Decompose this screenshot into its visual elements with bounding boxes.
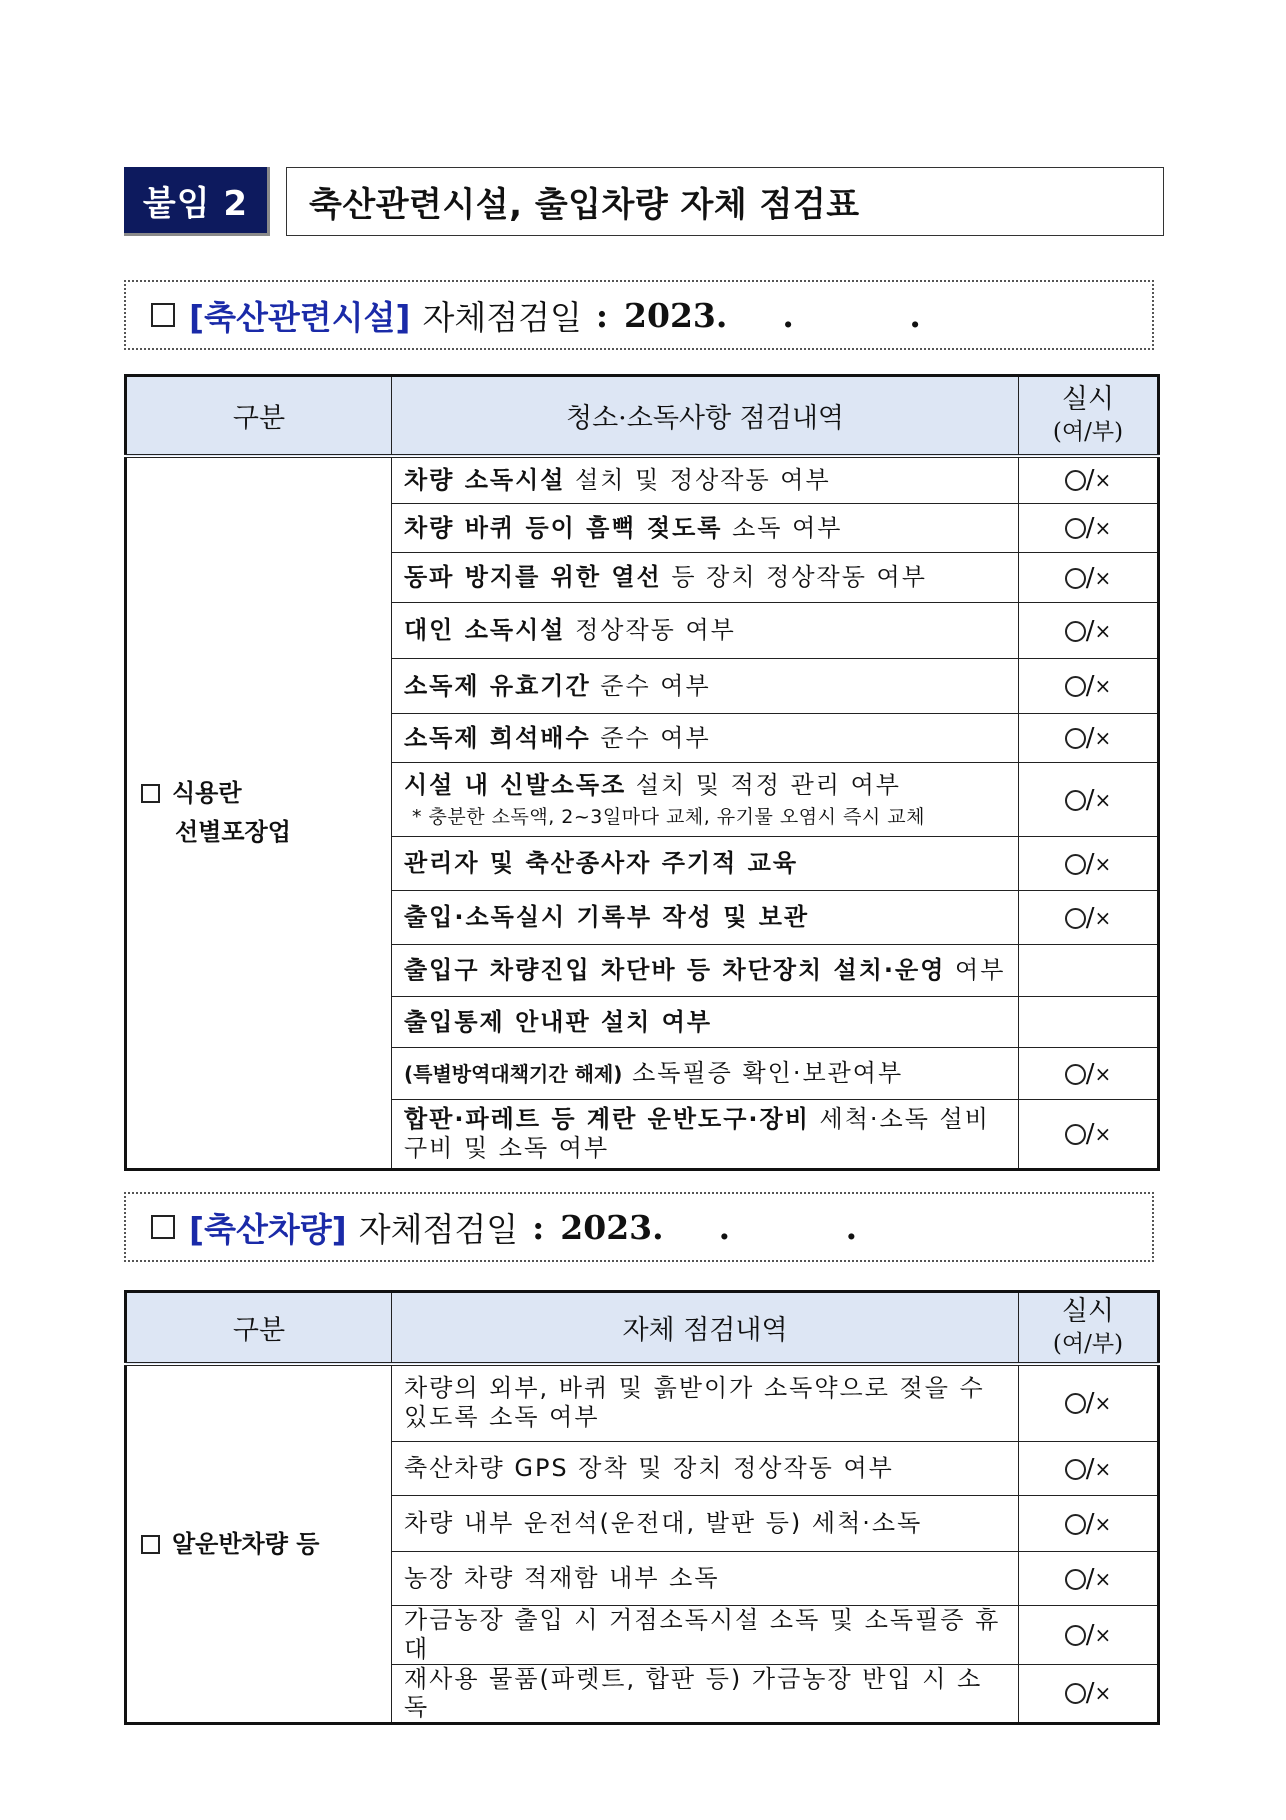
slash-mark: / — [1085, 513, 1095, 543]
section1-title: [축산관련시설] — [189, 297, 411, 337]
slash-mark: / — [1085, 671, 1095, 701]
x-mark: × — [1094, 565, 1112, 590]
exec-mark-cell — [1019, 1606, 1159, 1665]
item-rest-text: 등 장치 정상작동 여부 — [661, 563, 927, 592]
item-bold-text: 차량 바퀴 등이 흠뻑 젖도록 — [404, 513, 723, 542]
item-rest-text: 설치 및 적정 관리 여부 — [626, 770, 901, 799]
slash-mark: / — [1085, 784, 1095, 815]
item-bold-text: 합판·파레트 등 계란 운반도구·장비 — [404, 1105, 810, 1134]
x-mark: × — [1094, 468, 1112, 493]
item-bold-text: 출입통제 안내판 설치 여부 — [404, 1007, 713, 1036]
circle-mark-icon — [1065, 568, 1086, 589]
item-rest-text: 여부 — [945, 956, 1006, 985]
col-exec-top: 실시 — [1061, 1296, 1115, 1328]
exec-mark-cell — [1019, 1100, 1159, 1170]
x-mark: × — [1094, 905, 1112, 930]
col-exec-top: 실시 — [1061, 384, 1115, 416]
checklist-item — [392, 945, 1019, 997]
item-text: 가금농장 출입 시 거점소독시설 소독 및 소독필증 휴대 — [404, 1606, 1001, 1663]
x-mark: × — [1094, 1622, 1112, 1647]
checkbox-square-icon — [151, 1215, 175, 1239]
circle-mark-icon — [1065, 470, 1086, 491]
section2-heading — [124, 1192, 1154, 1262]
exec-mark-cell — [1019, 603, 1159, 659]
x-mark: × — [1094, 851, 1112, 876]
item-text: 차량 내부 운전석(운전대, 발판 등) 세척·소독 — [404, 1509, 923, 1538]
exec-mark-cell — [1019, 456, 1159, 504]
section2-date-dots: . . — [718, 1207, 910, 1247]
category-cell — [126, 456, 392, 1170]
slash-mark: / — [1085, 1678, 1095, 1709]
circle-mark-icon — [1065, 1514, 1086, 1535]
vehicle-checklist-table — [124, 1290, 1160, 1725]
checkbox-square-icon — [151, 303, 175, 327]
category-line2: 선별포장업 — [175, 817, 291, 846]
item-bold-text: 차량 소독시설 — [404, 465, 566, 494]
x-mark: × — [1094, 1456, 1112, 1481]
exec-mark-cell — [1019, 997, 1159, 1048]
circle-mark-icon — [1065, 1459, 1086, 1480]
slash-mark: / — [1085, 723, 1095, 753]
exec-mark-cell — [1019, 1552, 1159, 1606]
checklist-item — [392, 553, 1019, 603]
slash-mark: / — [1085, 1619, 1095, 1650]
checklist-item — [392, 891, 1019, 945]
circle-mark-icon — [1065, 854, 1086, 875]
checklist-item — [392, 1364, 1019, 1442]
item-bold-text: 대인 소독시설 — [404, 616, 566, 645]
document-title: 축산관련시설, 출입차량 자체 점검표 — [286, 167, 1164, 236]
col-exec-header — [1019, 376, 1159, 456]
circle-mark-icon — [1065, 790, 1086, 811]
section2-colon: : — [532, 1207, 545, 1247]
checklist-item — [392, 1496, 1019, 1552]
item-bold-text: 출입구 차량진입 차단바 등 차단장치 설치·운영 — [404, 956, 946, 985]
exec-mark-cell — [1019, 504, 1159, 553]
slash-mark: / — [1085, 562, 1095, 593]
slash-mark: / — [1085, 848, 1095, 879]
x-mark: × — [1094, 787, 1112, 812]
item-prefix-text: (특별방역대책기간 해제) — [404, 1062, 623, 1087]
item-text: 재사용 물품(파렛트, 합판 등) 가금농장 반입 시 소독 — [404, 1664, 983, 1722]
category-line1: 식용란 — [172, 779, 242, 808]
col-category-header: 구분 — [126, 376, 392, 456]
exec-mark-cell — [1019, 1442, 1159, 1496]
checklist-item — [392, 504, 1019, 553]
category-text: 알운반차량 등 — [172, 1529, 320, 1558]
x-mark: × — [1094, 726, 1112, 750]
item-rest-text: 준수 여부 — [590, 671, 711, 700]
item-rest-text: 정상작동 여부 — [565, 616, 736, 645]
circle-mark-icon — [1065, 1569, 1086, 1590]
item-bold-text: 관리자 및 축산종사자 주기적 교육 — [404, 849, 798, 878]
item-bold-text: 동파 방지를 위한 열선 — [404, 563, 662, 592]
item-bold-text: 시설 내 신발소독조 — [404, 770, 627, 799]
section1-date-dots: . . — [782, 295, 973, 335]
x-mark: × — [1094, 1122, 1112, 1146]
circle-mark-icon — [1065, 518, 1086, 539]
checklist-item — [392, 763, 1019, 837]
col-exec-bottom: (여/부) — [1052, 1331, 1124, 1358]
slash-mark: / — [1085, 465, 1095, 496]
facility-checklist-table — [124, 374, 1160, 1171]
circle-mark-icon — [1065, 1064, 1086, 1085]
item-bold-text: 소독제 희석배수 — [404, 723, 591, 752]
slash-mark: / — [1085, 1119, 1095, 1149]
exec-mark-cell — [1019, 945, 1159, 997]
checklist-item — [392, 1048, 1019, 1100]
slash-mark: / — [1085, 1058, 1095, 1089]
exec-mark-cell — [1019, 1496, 1159, 1552]
x-mark: × — [1094, 618, 1112, 643]
section1-colon: : — [595, 295, 609, 335]
col-category-header: 구분 — [126, 1292, 392, 1364]
col-content-header: 자체 점검내역 — [392, 1292, 1019, 1364]
exec-mark-cell — [1019, 553, 1159, 603]
slash-mark: / — [1085, 1563, 1095, 1594]
checkbox-square-icon — [141, 784, 160, 803]
slash-mark: / — [1085, 1453, 1095, 1484]
x-mark: × — [1094, 1566, 1112, 1591]
checklist-item — [392, 837, 1019, 891]
col-content-header: 청소·소독사항 점검내역 — [392, 376, 1019, 456]
section1-date-value: 2023. — [624, 295, 728, 335]
item-rest-text: 세척·소독 설비 구비 및 소독 여부 — [404, 1105, 990, 1162]
exec-mark-cell — [1019, 659, 1159, 714]
checklist-item — [392, 1100, 1019, 1170]
circle-mark-icon — [1065, 676, 1086, 697]
slash-mark: / — [1085, 1388, 1095, 1419]
item-text: 축산차량 GPS 장착 및 장치 정상작동 여부 — [404, 1454, 894, 1483]
item-rest-text: 소독 여부 — [722, 513, 843, 542]
category-cell — [126, 1364, 392, 1724]
checklist-item — [392, 1442, 1019, 1496]
exec-mark-cell — [1019, 1048, 1159, 1100]
section2-title: [축산차량] — [189, 1209, 347, 1249]
item-text: 차량의 외부, 바퀴 및 흙받이가 소독약으로 젖을 수 있도록 소독 여부 — [404, 1374, 985, 1432]
item-bold-text: 소독제 유효기간 — [404, 671, 591, 700]
slash-mark: / — [1085, 1508, 1095, 1539]
checklist-item — [392, 997, 1019, 1048]
checklist-item — [392, 714, 1019, 763]
x-mark: × — [1094, 1681, 1112, 1706]
vehicle-checklist-body — [126, 1364, 1159, 1724]
circle-mark-icon — [1065, 621, 1086, 642]
circle-mark-icon — [1065, 908, 1086, 929]
x-mark: × — [1094, 1391, 1112, 1416]
section2-date-value: 2023. — [560, 1207, 664, 1247]
table-row — [126, 456, 1159, 504]
item-bold-text: 출입·소독실시 기록부 작성 및 보관 — [404, 903, 810, 932]
item-note: * 충분한 소독액, 2~3일마다 교체, 유기물 오염시 즉시 교체 — [412, 805, 925, 828]
circle-mark-icon — [1065, 1683, 1086, 1704]
table-row — [126, 1364, 1159, 1442]
col-exec-bottom: (여/부) — [1052, 419, 1124, 446]
exec-mark-cell — [1019, 763, 1159, 837]
checklist-item — [392, 1552, 1019, 1606]
attachment-label: 붙임 2 — [124, 167, 270, 236]
exec-mark-cell — [1019, 714, 1159, 763]
item-rest-text: 준수 여부 — [590, 723, 711, 752]
col-exec-header — [1019, 1292, 1159, 1364]
circle-mark-icon — [1065, 728, 1086, 749]
circle-mark-icon — [1065, 1393, 1086, 1414]
facility-checklist-body — [126, 456, 1159, 1170]
item-rest-text: 설치 및 정상작동 여부 — [565, 465, 831, 494]
x-mark: × — [1094, 1511, 1112, 1536]
checklist-item — [392, 659, 1019, 714]
x-mark: × — [1094, 1061, 1112, 1086]
checklist-item — [392, 1664, 1019, 1724]
slash-mark: / — [1085, 615, 1095, 646]
circle-mark-icon — [1065, 1625, 1086, 1646]
slash-mark: / — [1085, 902, 1095, 933]
exec-mark-cell — [1019, 1364, 1159, 1442]
exec-mark-cell — [1019, 1664, 1159, 1724]
x-mark: × — [1094, 674, 1112, 698]
section1-heading — [124, 280, 1154, 350]
section1-date-label: 자체점검일 — [422, 297, 582, 337]
section2-date-label: 자체점검일 — [358, 1209, 519, 1249]
x-mark: × — [1094, 516, 1112, 540]
item-rest-text: 소독필증 확인·보관여부 — [622, 1059, 904, 1088]
exec-mark-cell — [1019, 891, 1159, 945]
circle-mark-icon — [1065, 1124, 1086, 1145]
checklist-item — [392, 456, 1019, 504]
exec-mark-cell — [1019, 837, 1159, 891]
checkbox-square-icon — [141, 1535, 160, 1554]
checklist-item — [392, 1606, 1019, 1665]
checklist-item — [392, 603, 1019, 659]
item-text: 농장 차량 적재함 내부 소독 — [404, 1564, 720, 1593]
